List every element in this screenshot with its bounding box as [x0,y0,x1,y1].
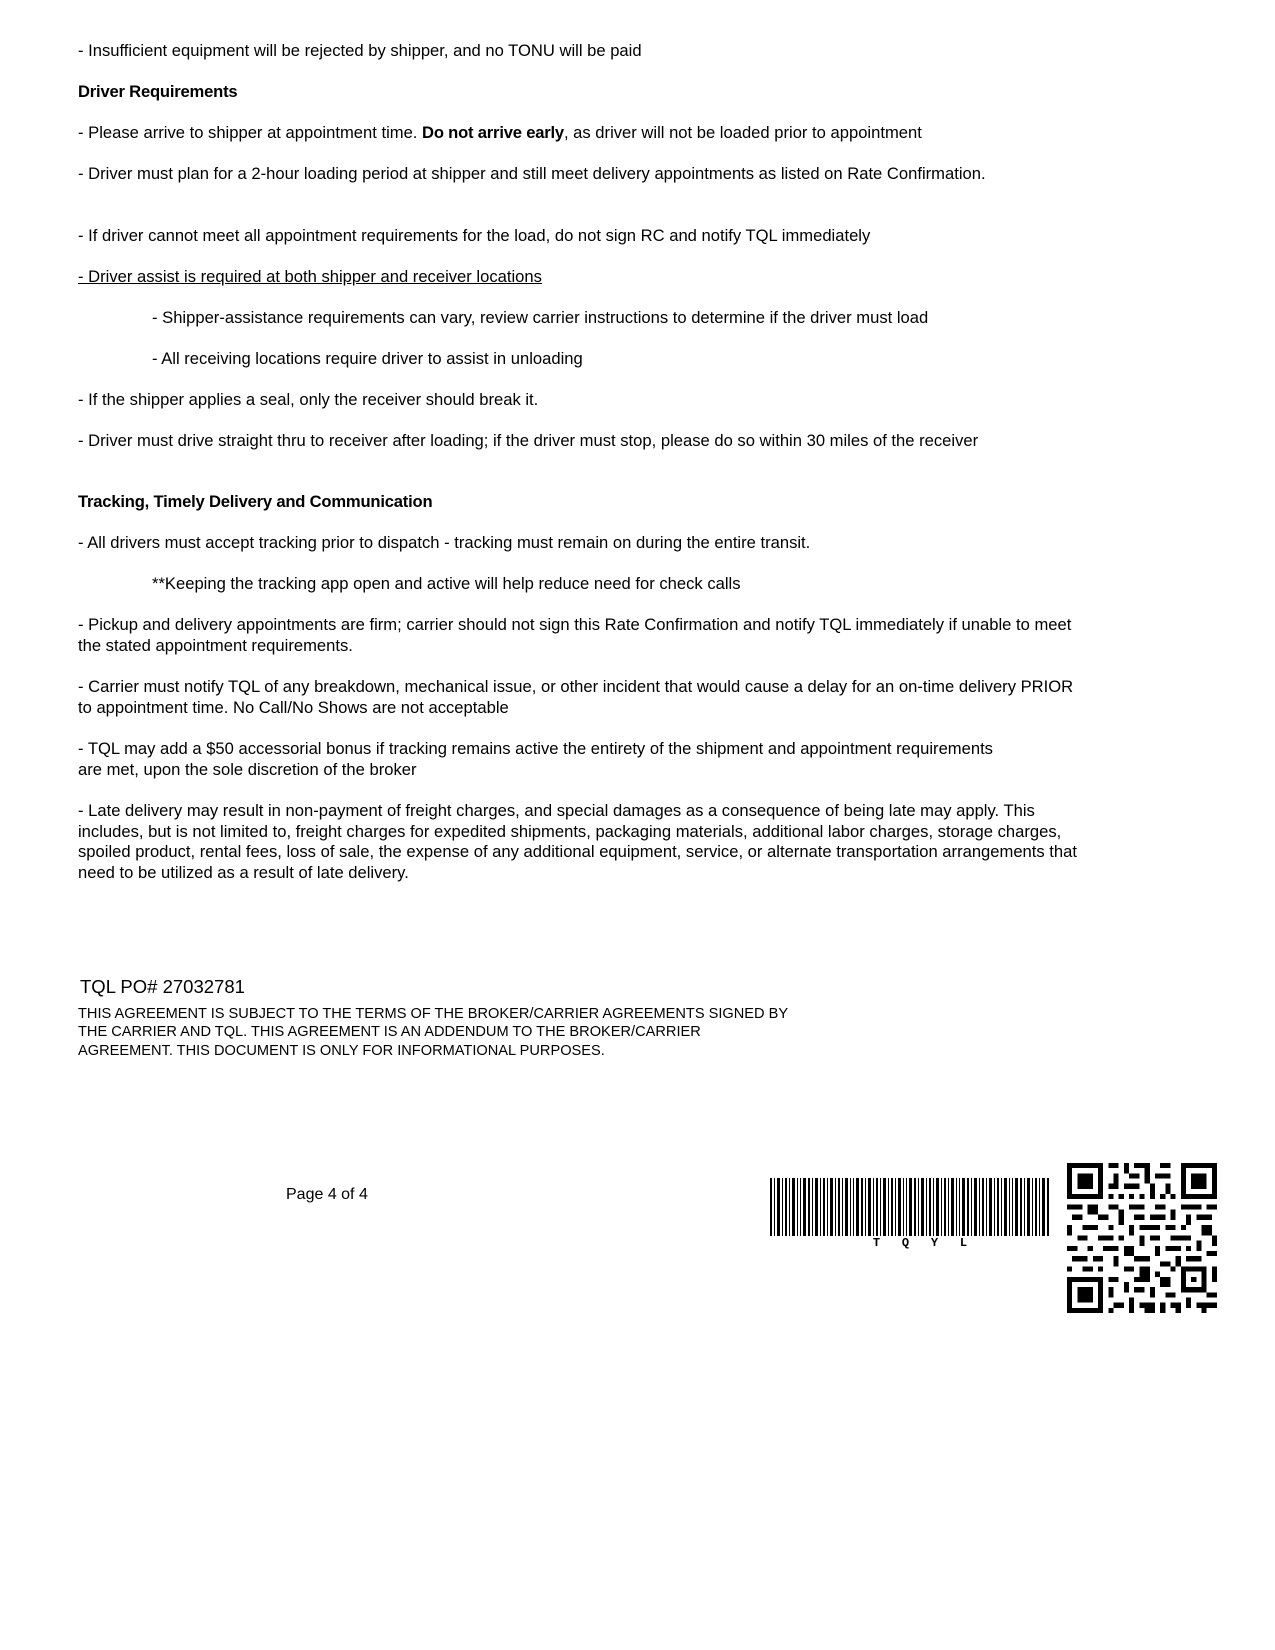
paragraph-notify-breakdown: - Carrier must notify TQL of any breakdown, mechanical issue, or other incident that would cause a delay for an on-time delivery PRIOR to appointment time. No Call/No Shows are not acceptable [78,677,1074,717]
page-number: Page 4 of 4 [286,1186,368,1203]
qr-code-image [1067,1163,1217,1313]
paragraph-receiving-locations: - All receiving locations require driver to assist in unloading [152,349,583,368]
paragraph-accept-tracking: - All drivers must accept tracking prior to dispatch - tracking must remain on during the entire transit. [78,533,811,552]
barcode-char: Q [901,1236,910,1250]
barcode-caption [770,1236,1050,1250]
arrive-text-c: , as driver will not be loaded prior to appointment [563,123,922,142]
heading-tracking: Tracking, Timely Delivery and Communication [78,492,433,511]
barcode-char: Y [930,1236,939,1250]
agreement-notice: THIS AGREEMENT IS SUBJECT TO THE TERMS OF THE BROKER/CARRIER AGREEMENTS SIGNED BY THE CARRIER AND TQL. THIS AGREEMENT IS AN ADDENDUM TO THE BROKER/CARRIER AGREEMENT. THIS DOCUMENT IS ONLY FOR INFORMATIONAL PURPOSES. [78,1006,788,1059]
barcode-char: L [959,1236,968,1250]
heading-driver-requirements: Driver Requirements [78,82,238,101]
barcode-char: T [872,1236,881,1250]
arrive-text-bold: Do not arrive early [422,123,564,142]
paragraph-drive-straight: - Driver must drive straight thru to receiver after loading; if the driver must stop, please do so within 30 miles of the receiver [78,431,979,450]
paragraph-cannot-meet: - If driver cannot meet all appointment requirements for the load, do not sign RC and notify TQL immediately [78,226,871,245]
paragraph-late-delivery: - Late delivery may result in non-payment of freight charges, and special damages as a consequence of being late may apply. This includes, but is not limited to, freight charges for expedited shipments, packaging materials, additional labor charges, storage charges, spoiled product, rental fees, loss of sale, the expense of any additional equipment, service, or alternate transportation arrangements that need to be utilized as a result of late delivery. [78,801,1077,882]
arrive-text-a: - Please arrive to shipper at appointment time. [78,123,423,142]
paragraph-driver-assist: - Driver assist is required at both shipper and receiver locations [78,267,542,286]
paragraph-appointments-firm: - Pickup and delivery appointments are firm; carrier should not sign this Rate Confirmation and notify TQL immediately if unable to meet the stated appointment requirements. [78,615,1072,655]
po-number: TQL PO# 27032781 [80,976,245,997]
paragraph-insufficient-equipment: - Insufficient equipment will be rejected by shipper, and no TONU will be paid [78,41,642,60]
barcode-image [770,1178,1050,1236]
paragraph-loading-period: - Driver must plan for a 2-hour loading period at shipper and still meet delivery appointments as listed on Rate Confirmation. [78,164,986,183]
paragraph-tracking-app: **Keeping the tracking app open and active will help reduce need for check calls [152,574,741,593]
paragraph-arrive-time [78,123,1078,144]
paragraph-shipper-assistance: - Shipper-assistance requirements can vary, review carrier instructions to determine if the driver must load [152,308,929,327]
paragraph-accessorial-bonus: - TQL may add a $50 accessorial bonus if tracking remains active the entirety of the shipment and appointment requirements are met, upon the sole discretion of the broker [78,739,993,779]
paragraph-seal: - If the shipper applies a seal, only the receiver should break it. [78,390,539,409]
